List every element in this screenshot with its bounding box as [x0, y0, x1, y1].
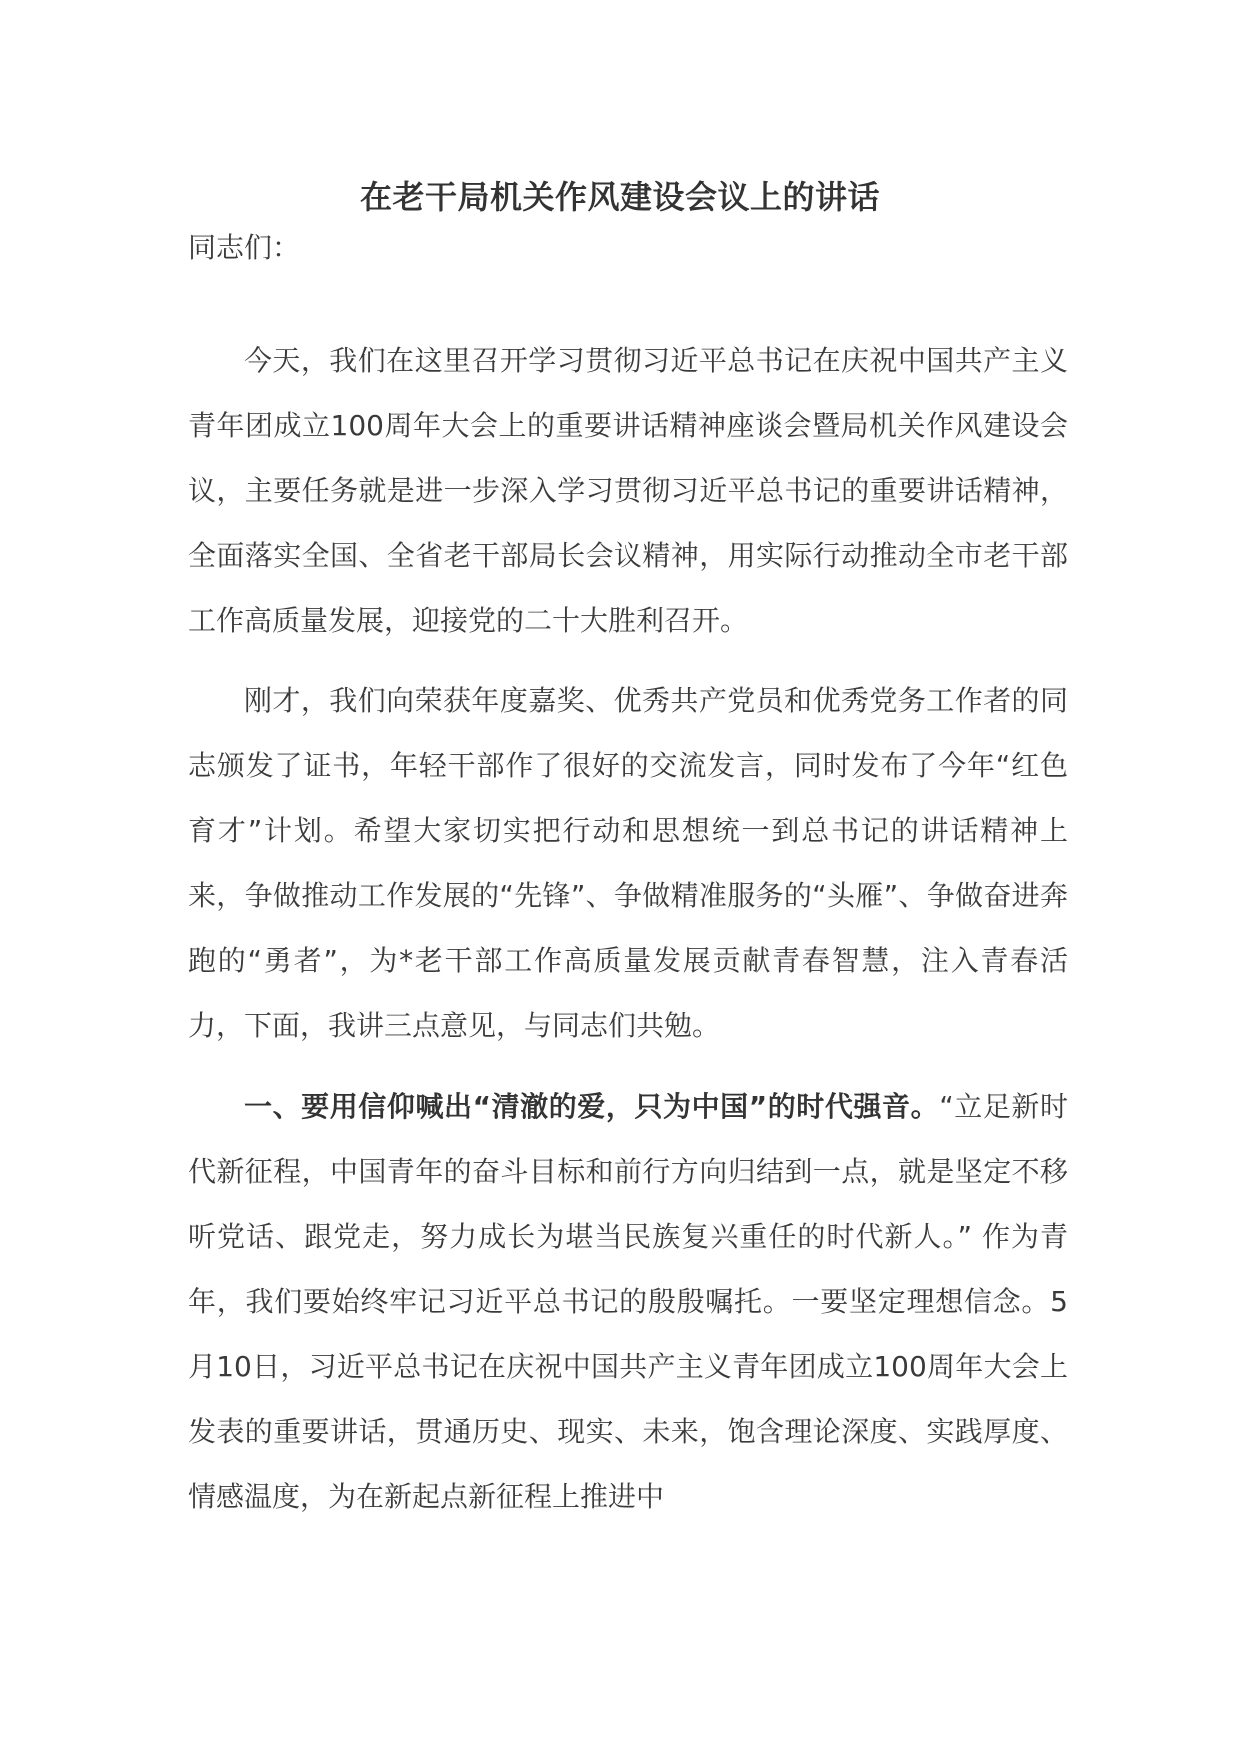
paragraph-2: 刚才，我们向荣获年度嘉奖、优秀共产党员和优秀党务工作者的同志颁发了证书，年轻干部作了很好的交流发言，同时发布了今年“红色育才”计划。希望大家切实把行动和思想统一到总书记的讲话精神上来，争做推动工作发展的“先锋”、争做精准服务的“头雁”、争做奋进奔跑的“勇者”，为*老干部工作高质量发展贡献青春智慧，注入青春活力，下面，我讲三点意见，与同志们共勉。 — [188, 684, 1068, 1042]
paragraph-3-text: “立足新时代新征程，中国青年的奋斗目标和前行方向归结到一点，就是坚定不移听党话、跟党走，努力成长为堪当民族复兴重任的时代新人。” 作为青年，我们要始终牢记习近平总书记的殷殷嘱托。一要坚定理想信念。5月10日，习近平总书记在庆祝中国共产主义青年团成立100周年大会上发表的重要讲话，贯通历史、现实、未来，饱含理论深度、实践厚度、情感温度，为在新起点新征程上推进中 — [188, 1090, 1068, 1513]
section-1-heading: 一、要用信仰喊出“清澈的爱，只为中国”的时代强音。 — [244, 1090, 940, 1123]
salutation: 同志们： — [188, 231, 301, 264]
paragraph-3 — [188, 1074, 1068, 1529]
paragraph-1: 今天，我们在这里召开学习贯彻习近平总书记在庆祝中国共产主义青年团成立100周年大会上的重要讲话精神座谈会暨局机关作风建设会议，主要任务就是进一步深入学习贯彻习近平总书记的重要讲话精神，全面落实全国、全省老干部局长会议精神，用实际行动推动全市老干部工作高质量发展，迎接党的二十大胜利召开。 — [188, 344, 1068, 637]
document-title: 在老干局机关作风建设会议上的讲话 — [359, 178, 880, 216]
